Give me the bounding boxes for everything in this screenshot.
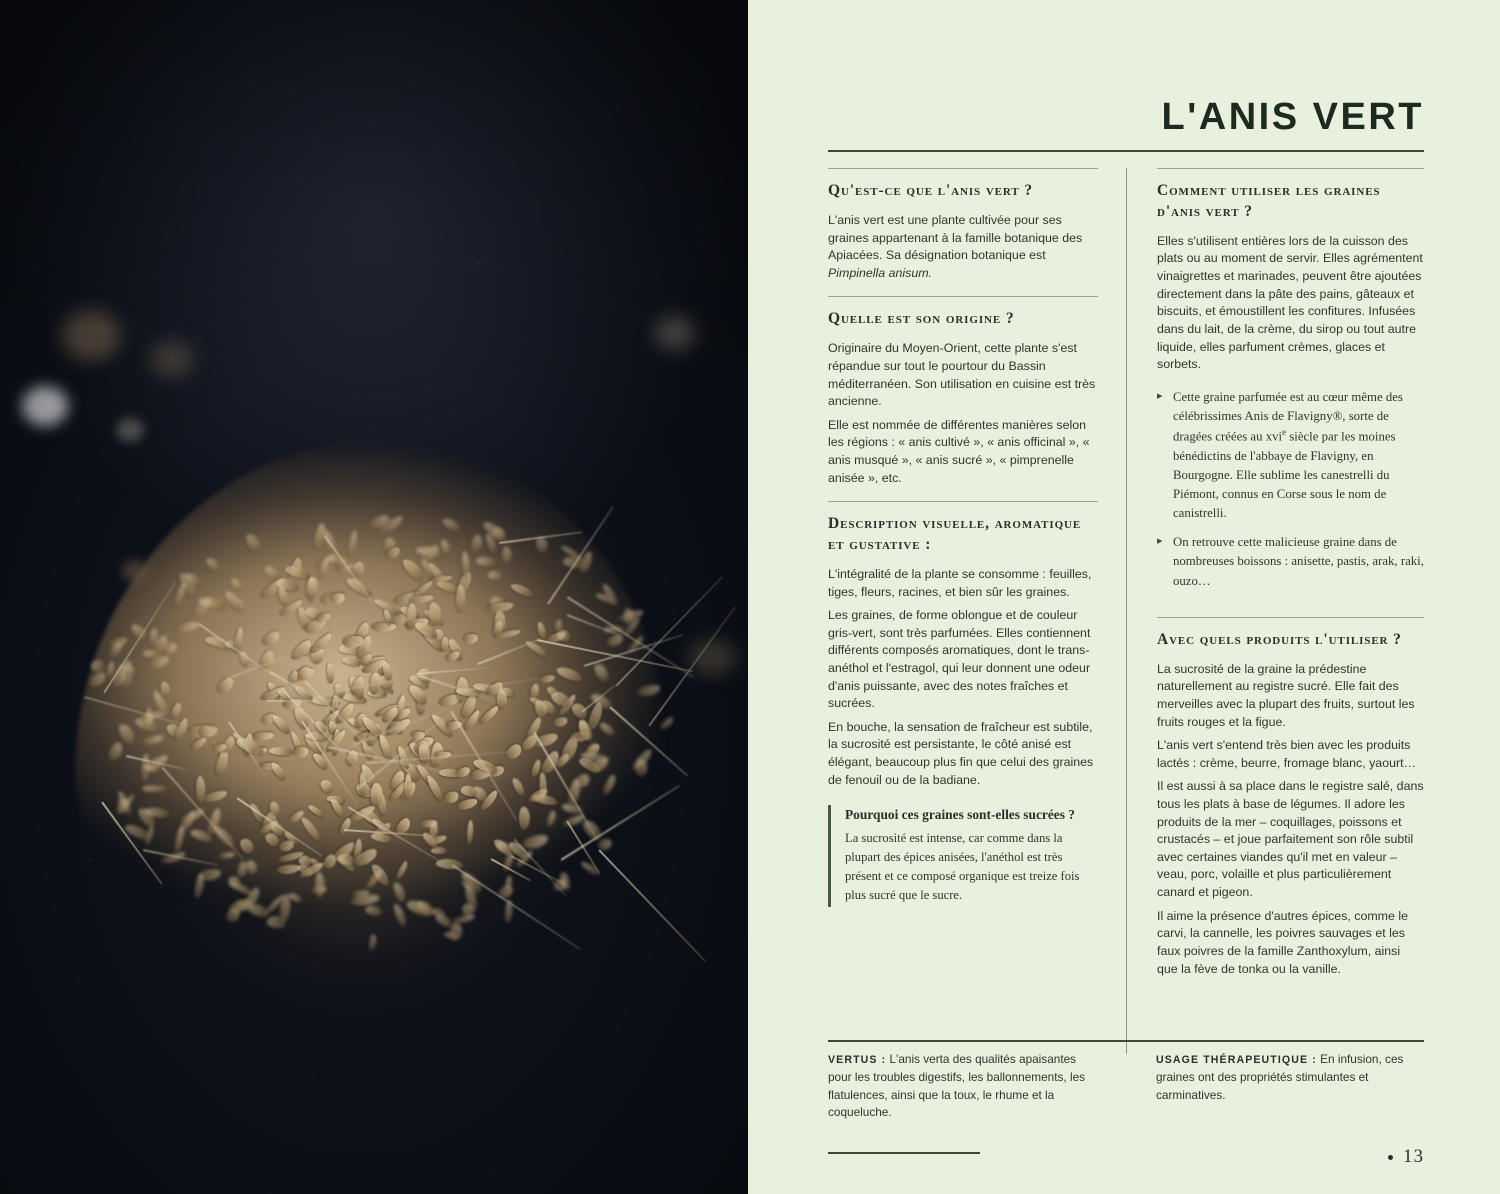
anis-seed <box>141 785 167 792</box>
paragraph-pairings-1: La sucrosité de la graine la prédestine naturellement au registre sucré. Elle fait des merveilles avec la plupart des fruits, surtout les fruits rouges et la figue. <box>1157 661 1415 729</box>
page-number-value: 13 <box>1403 1146 1424 1167</box>
pull-quote-text: La sucrosité est intense, car comme dans la plupart des épices anisées, l'anéthol est très présent et ce composé organique est treize fois plus sucré que le sucre. <box>845 831 1080 902</box>
seed-pile <box>40 370 700 1070</box>
paragraph-description-2: Les graines, de forme oblongue et de couleur gris-vert, sont très parfumées. Elles contiennent différents composés aromatiques, dont le trans-anéthol et l'estragol, qui leur donnent une odeur d'anis puissante, avec des notes fraîches et sucrées. <box>828 608 1091 711</box>
heading-pairings: Avec quels produits l'utiliser ? <box>1157 630 1402 648</box>
anis-stem <box>598 849 706 962</box>
spacer <box>1157 601 1424 617</box>
page-number <box>1388 1146 1424 1168</box>
section-rule <box>828 296 1098 297</box>
anis-seed <box>501 546 510 563</box>
heading-description: Description visuelle, aromatique et gustative : <box>828 515 1082 554</box>
bokeh-highlight <box>655 316 695 350</box>
title-rule <box>828 150 1424 152</box>
heading-what-is-anis: Qu'est-ce que l'anis vert ? <box>828 182 1034 199</box>
section-rule <box>1157 617 1424 618</box>
paragraph-pairings-4: Il aime la présence d'autres épices, comme le carvi, la cannelle, les poivres sauvages et les faux poivres de la famille Zanthoxylum, ainsi que la fève de tonka ou la vanille. <box>1157 908 1408 976</box>
bokeh-highlight <box>62 310 120 360</box>
page-number-dot <box>1388 1155 1393 1160</box>
paragraph-description-3: En bouche, la sensation de fraîcheur est subtile, la sucrosité est persistante, le côté anisé est élégant, beaucoup plus fin que celui des graines de fenouil ou de la badiane. <box>828 719 1094 787</box>
content-columns <box>828 168 1424 1054</box>
footer-label-usage: USAGE THÉRAPEUTIQUE : <box>1156 1054 1317 1067</box>
list-uses <box>1157 388 1424 591</box>
footer-vertus <box>828 1051 1126 1122</box>
heading-origin: Quelle est son origine ? <box>828 310 1015 328</box>
pull-quote-title: Pourquoi ces graines sont-elles sucrées ? <box>845 807 1075 823</box>
botanical-name: Pimpinella anisum. <box>828 265 932 280</box>
page-number-rule <box>828 1152 980 1154</box>
paragraph-description-1: L'intégralité de la plante se consomme : feuilles, tiges, fleurs, racines, et bien sûr les graines. <box>828 567 1092 599</box>
list-item: ▸ Cette graine parfumée est au cœur même des célébrissimes Anis de Flavigny®, sorte de dragées créées au xvi$^e$ siècle par les moines bénédictins de l'abbaye de Flavigny, en Bourgogne. Elle sublime les canestrelli du Piémont, connus en Corse sous le nom de canistrelli. <box>1157 388 1424 524</box>
heading-how-to-use: Comment utiliser les graines d'anis vert ? <box>1157 182 1381 220</box>
section-rule <box>828 501 1098 502</box>
list-item: ▸ On retrouve cette malicieuse graine dans de nombreuses boissons : anisette, pastis, arak, raki, ouzo… <box>1157 533 1424 591</box>
column-right <box>1126 168 1424 1054</box>
column-left <box>828 168 1126 1054</box>
superscript-e: e <box>1282 427 1287 438</box>
paragraph-how-to-use: Elles s'utilisent entières lors de la cuisson des plats ou au moment de servir. Elles agrémentent vinaigrettes et marinades, peuvent être ajoutées directement dans la pâte des pains, gâteaux et biscuits, et émoustillent les confitures. Infusées dans du lait, de la crème, du sirop ou tout autre liquide, elles parfument crèmes, glaces et sorbets. <box>1157 233 1423 372</box>
section-rule <box>1157 168 1424 169</box>
footer-text-vertus: L'anis verta des qualités apaisantes pour les troubles digestifs, les ballonnements, les flatulences, ainsi que la toux, le rhume et la coqueluche. <box>828 1052 1086 1120</box>
section-rule <box>828 168 1098 169</box>
footer <box>828 1051 1424 1122</box>
paragraph-pairings-3: Il est aussi à sa place dans le registre salé, dans tous les plats à base de légumes. Il adore les produits de la mer – coquillages, poissons et crustacés – et joue parfaitement son rôle subtil avec certaines viandes qu'il met en valeur – veau, porc, volaille et plus particulièrement canard et pigeon. <box>1157 779 1424 900</box>
footer-usage <box>1126 1051 1424 1122</box>
footer-label-vertus: VERTUS : <box>828 1054 887 1067</box>
paragraph-pairings-2: L'anis vert s'entend très bien avec les produits lactés : crème, beurre, fromage blanc, yaourt… <box>1157 738 1416 770</box>
paragraph-origin-1: Originaire du Moyen-Orient, cette plante s'est répandue sur tout le pourtour du Bassin méditerranéen. Son utilisation en cuisine est très ancienne. <box>828 341 1096 409</box>
footer-text-usage: En infusion, ces graines ont des propriétés stimulantes et carminatives. <box>1156 1052 1404 1102</box>
anis-seed <box>315 871 325 897</box>
page-title: L'ANIS VERT <box>1161 96 1424 138</box>
paragraph-what-is-anis: L'anis vert est une plante cultivée pour ses graines appartenant à la famille botanique des Apiacées. Sa désignation botanique est Pimpinella anisum. <box>828 212 1083 280</box>
photograph-anis-vert-seeds <box>0 0 748 1194</box>
pull-quote-sweetness <box>828 805 1098 907</box>
paragraph-origin-2: Elle est nommée de différentes manières selon les régions : « anis cultivé », « anis officinal », « anis musqué », « anis sucré », « pimprenelle anisée », etc. <box>828 417 1090 485</box>
footer-rule <box>828 1040 1424 1042</box>
text-page <box>748 0 1500 1194</box>
